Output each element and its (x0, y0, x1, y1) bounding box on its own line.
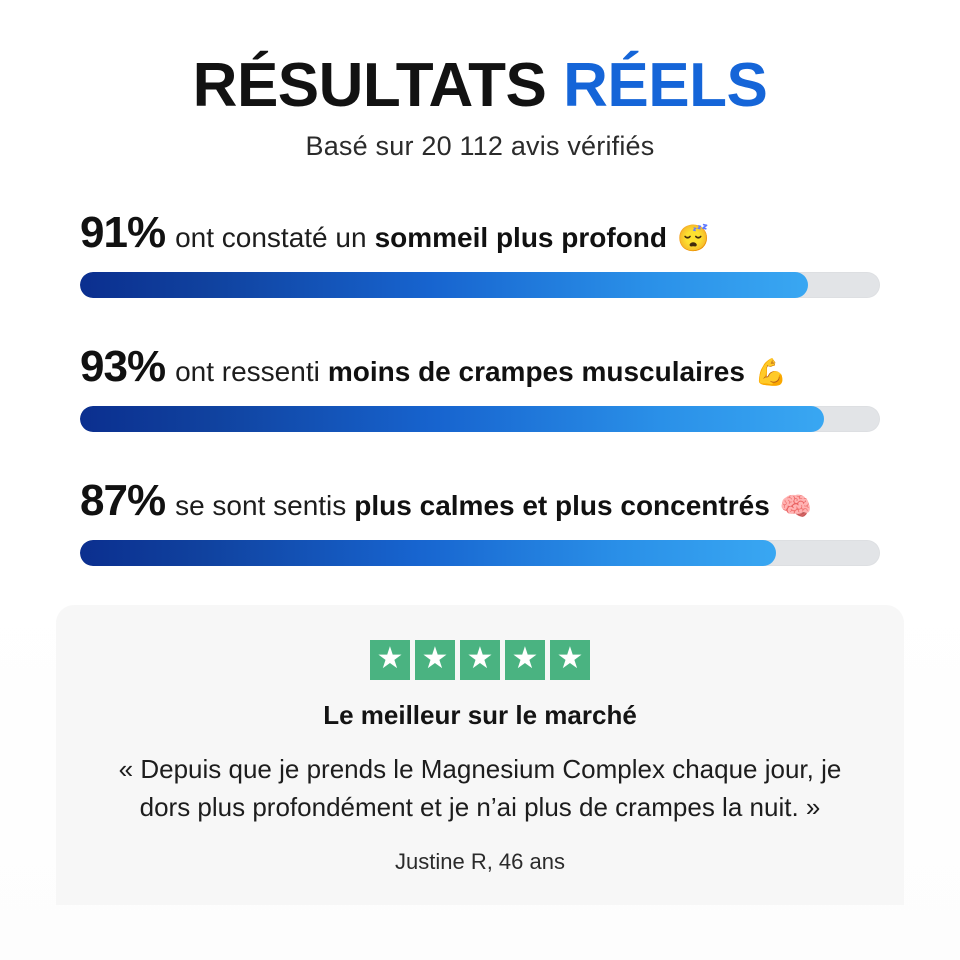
review-body: « Depuis que je prends le Magnesium Complex chaque jour, je dors plus profondément et je n’ai plus de crampes la nuit. » (118, 754, 842, 822)
review-card (56, 606, 904, 904)
stat-text-lead: se sont sentis (175, 490, 347, 522)
review-author: Justine R, 46 ans (395, 848, 565, 874)
stat-row (80, 208, 880, 298)
page-header (0, 0, 960, 162)
star-icon (460, 640, 500, 680)
progress-bar-fill (80, 406, 824, 432)
page-title (0, 51, 960, 120)
stat-row (80, 342, 880, 432)
stat-text-highlight: moins de crampes musculaires (327, 356, 745, 388)
star-icon (505, 640, 545, 680)
star-icon (370, 640, 410, 680)
stat-text-highlight: plus calmes et plus concentrés (354, 490, 770, 522)
stat-label-line (80, 476, 880, 526)
progress-bar-track (80, 540, 880, 566)
progress-bar-track (80, 272, 880, 298)
progress-bar-fill (80, 272, 808, 298)
page-title-part-blue: RÉELS (563, 51, 768, 120)
star-rating (112, 640, 848, 680)
star-glyph: ★ (511, 642, 539, 676)
stat-percent: 93% (80, 342, 166, 392)
page-subtitle: Basé sur 20 112 avis vérifiés (305, 131, 655, 162)
progress-bar-fill (80, 540, 776, 566)
review-title: Le meilleur sur le marché (323, 700, 637, 731)
star-icon (550, 640, 590, 680)
star-glyph: ★ (466, 642, 494, 676)
star-icon (415, 640, 455, 680)
stat-label-line (80, 208, 880, 258)
stats-list (0, 208, 960, 566)
stat-percent: 87% (80, 476, 166, 526)
flexed-biceps-emoji: 💪 (754, 357, 788, 388)
stat-text-highlight: sommeil plus profond (374, 222, 668, 254)
stat-row (80, 476, 880, 566)
progress-bar-track (80, 406, 880, 432)
star-glyph: ★ (376, 642, 404, 676)
brain-emoji: 🧠 (779, 491, 813, 522)
page-title-part-dark: RÉSULTATS (192, 51, 547, 120)
stat-percent: 91% (80, 208, 166, 258)
sleeping-face-emoji: 😴 (677, 223, 710, 254)
star-glyph: ★ (556, 642, 584, 676)
stat-text-lead: ont ressenti (175, 356, 320, 388)
stat-label-line (80, 342, 880, 392)
star-glyph: ★ (421, 642, 449, 676)
stat-text-lead: ont constaté un (175, 222, 367, 254)
